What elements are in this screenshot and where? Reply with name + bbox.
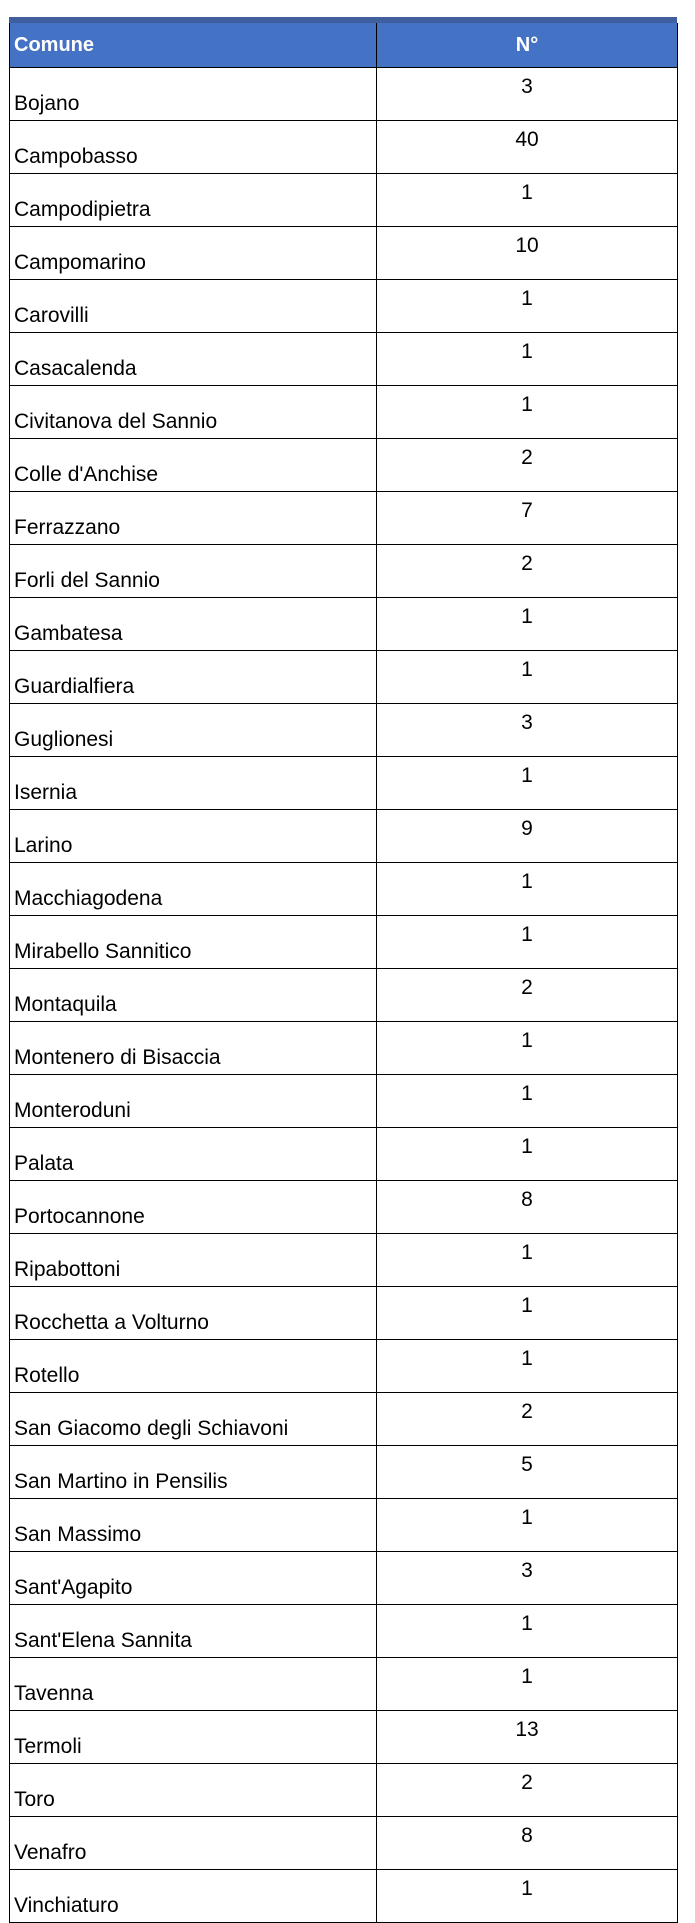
table-row <box>10 227 678 280</box>
count-cell: 1 <box>377 598 678 651</box>
comune-cell: Mirabello Sannitico <box>10 916 377 969</box>
table-row <box>10 1764 678 1817</box>
table-row <box>10 598 678 651</box>
comune-cell: Tavenna <box>10 1658 377 1711</box>
comune-cell: Ferrazzano <box>10 492 377 545</box>
comune-cell: Civitanova del Sannio <box>10 386 377 439</box>
table-row <box>10 492 678 545</box>
count-cell: 1 <box>377 1605 678 1658</box>
count-cell: 1 <box>377 863 678 916</box>
count-cell: 1 <box>377 1128 678 1181</box>
comuni-table <box>9 23 678 1923</box>
count-cell: 8 <box>377 1817 678 1870</box>
table-row <box>10 1340 678 1393</box>
header-count: N° <box>377 23 678 68</box>
comune-cell: Guglionesi <box>10 704 377 757</box>
count-cell: 1 <box>377 1075 678 1128</box>
count-cell: 1 <box>377 333 678 386</box>
comune-cell: Carovilli <box>10 280 377 333</box>
comune-cell: Monteroduni <box>10 1075 377 1128</box>
count-cell: 1 <box>377 651 678 704</box>
count-cell: 7 <box>377 492 678 545</box>
count-cell: 1 <box>377 1287 678 1340</box>
count-cell: 3 <box>377 68 678 121</box>
count-cell: 40 <box>377 121 678 174</box>
count-cell: 1 <box>377 1340 678 1393</box>
table-body <box>10 68 678 1923</box>
table-row <box>10 651 678 704</box>
comune-cell: Rocchetta a Volturno <box>10 1287 377 1340</box>
table-row <box>10 757 678 810</box>
comune-cell: Portocannone <box>10 1181 377 1234</box>
table-row <box>10 1817 678 1870</box>
comune-cell: Casacalenda <box>10 333 377 386</box>
table-row <box>10 1552 678 1605</box>
comune-cell: Campodipietra <box>10 174 377 227</box>
count-cell: 2 <box>377 969 678 1022</box>
table-header-row <box>10 23 678 68</box>
table-row <box>10 1181 678 1234</box>
comune-cell: Montenero di Bisaccia <box>10 1022 377 1075</box>
table-row <box>10 174 678 227</box>
count-cell: 1 <box>377 280 678 333</box>
comune-cell: Colle d'Anchise <box>10 439 377 492</box>
table-row <box>10 545 678 598</box>
table-row <box>10 1605 678 1658</box>
comune-cell: Guardialfiera <box>10 651 377 704</box>
table-row <box>10 1075 678 1128</box>
comune-cell: Forli del Sannio <box>10 545 377 598</box>
comune-cell: San Massimo <box>10 1499 377 1552</box>
count-cell: 3 <box>377 1552 678 1605</box>
table-row <box>10 121 678 174</box>
comune-cell: Toro <box>10 1764 377 1817</box>
count-cell: 1 <box>377 174 678 227</box>
comune-cell: Vinchiaturo <box>10 1870 377 1923</box>
header-comune: Comune <box>10 23 377 68</box>
comuni-table-container <box>9 17 677 1923</box>
count-cell: 2 <box>377 545 678 598</box>
count-cell: 3 <box>377 704 678 757</box>
comune-cell: San Martino in Pensilis <box>10 1446 377 1499</box>
table-row <box>10 969 678 1022</box>
table-row <box>10 1234 678 1287</box>
table-row <box>10 386 678 439</box>
table-row <box>10 1022 678 1075</box>
comune-cell: Venafro <box>10 1817 377 1870</box>
table-row <box>10 1870 678 1923</box>
table-row <box>10 439 678 492</box>
comune-cell: Palata <box>10 1128 377 1181</box>
table-row <box>10 333 678 386</box>
comune-cell: Ripabottoni <box>10 1234 377 1287</box>
table-row <box>10 68 678 121</box>
count-cell: 9 <box>377 810 678 863</box>
comune-cell: Montaquila <box>10 969 377 1022</box>
count-cell: 1 <box>377 386 678 439</box>
comune-cell: Bojano <box>10 68 377 121</box>
table-row <box>10 810 678 863</box>
table-row <box>10 280 678 333</box>
table-row <box>10 704 678 757</box>
comune-cell: Isernia <box>10 757 377 810</box>
comune-cell: Macchiagodena <box>10 863 377 916</box>
count-cell: 8 <box>377 1181 678 1234</box>
count-cell: 10 <box>377 227 678 280</box>
comune-cell: Sant'Elena Sannita <box>10 1605 377 1658</box>
comune-cell: Campobasso <box>10 121 377 174</box>
table-row <box>10 1499 678 1552</box>
count-cell: 5 <box>377 1446 678 1499</box>
comune-cell: Campomarino <box>10 227 377 280</box>
count-cell: 1 <box>377 1658 678 1711</box>
table-row <box>10 863 678 916</box>
comune-cell: Termoli <box>10 1711 377 1764</box>
count-cell: 2 <box>377 439 678 492</box>
count-cell: 2 <box>377 1764 678 1817</box>
table-row <box>10 1711 678 1764</box>
count-cell: 1 <box>377 1870 678 1923</box>
count-cell: 1 <box>377 1499 678 1552</box>
table-row <box>10 1446 678 1499</box>
count-cell: 1 <box>377 757 678 810</box>
table-row <box>10 916 678 969</box>
table-row <box>10 1393 678 1446</box>
comune-cell: Sant'Agapito <box>10 1552 377 1605</box>
comune-cell: Gambatesa <box>10 598 377 651</box>
count-cell: 1 <box>377 1022 678 1075</box>
table-row <box>10 1287 678 1340</box>
count-cell: 2 <box>377 1393 678 1446</box>
comune-cell: Larino <box>10 810 377 863</box>
count-cell: 13 <box>377 1711 678 1764</box>
comune-cell: San Giacomo degli Schiavoni <box>10 1393 377 1446</box>
comune-cell: Rotello <box>10 1340 377 1393</box>
count-cell: 1 <box>377 1234 678 1287</box>
table-row <box>10 1128 678 1181</box>
count-cell: 1 <box>377 916 678 969</box>
table-row <box>10 1658 678 1711</box>
